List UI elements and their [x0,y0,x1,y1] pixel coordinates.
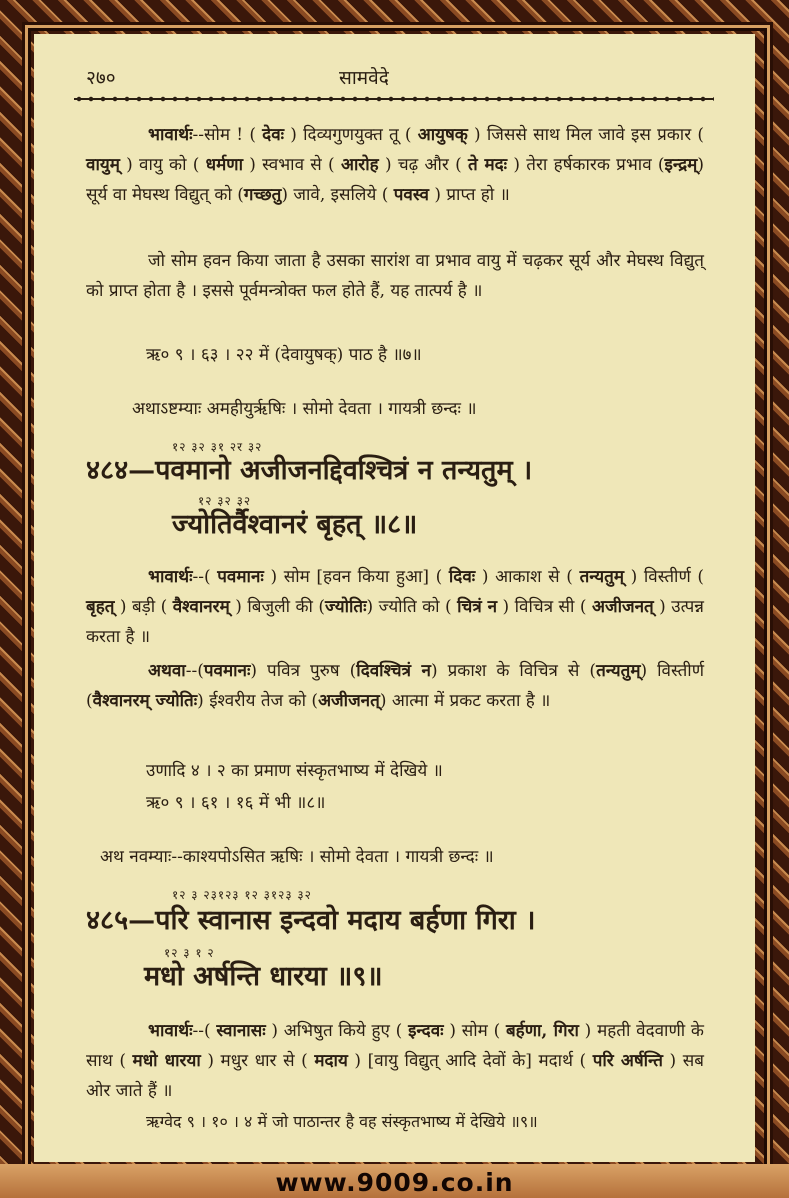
paragraph-explanation-1: जो सोम हवन किया जाता है उसका सारांश वा प्रभाव वायु में चढ़कर सूर्य और मेघस्थ विद्युत् को प्राप्त होता है । इससे पूर्वमन्त्रोक्त फल होते हैं, यह तात्पर्य है ॥ [86,251,704,301]
svara-marks-485-a: १२ ३ २३१२३ १२ ३१२३ ३२ [172,888,312,902]
mantra-484-line-1: ४८४—पवमानो अजीजनद्दिवश्चित्रं न तन्यतुम् । [86,455,533,486]
svara-marks-484-a: १२ ३२ ३१ २र ३२ [172,440,263,454]
mantra-485-line-1: ४८५—परि स्वानास इन्दवो मदाय बर्हणा गिरा । [86,905,536,936]
mantra-485-line-2: मधो अर्षन्ति धारया ॥९॥ [144,961,383,992]
paragraph-bhavarth-1: भावार्थः--सोम ! ( देवः ) दिव्यगुणयुक्त तू ( आयुषक् ) जिससे साथ मिल जावे इस प्रकार ( वायुम् ) वायु को ( धर्मणा ) स्वभाव से ( आरोह ) चढ़ और ( ते मदः ) तेरा हर्षकारक प्रभाव (इन्द्रम्) सूर्य वा मेघस्थ विद्युत् को (गच्छतु) जावे, इसलिये ( पवस्व ) प्राप्त हो ॥ [86,125,704,205]
reference-line-1: ऋ० ९ । ६३ । २२ में (देवायुषक्) पाठ है ॥७॥ [146,345,422,365]
reference-line-4: ऋग्वेद ९ । १० । ४ में जो पाठान्तर है वह संस्कृतभाष्य में देखिये ॥९॥ [146,1112,538,1131]
paragraph-athava: अथवा--(पवमानः) पवित्र पुरुष (दिवश्चित्रं न) प्रकाश के विचित्र से (तन्यतुम्) विस्तीर्ण (वैश्वानरम् ज्योतिः) ईश्वरीय तेज को (अजीजनत्) आत्मा में प्रकट करता है ॥ [86,661,704,711]
paragraph-bhavarth-3: भावार्थः--( स्वानासः ) अभिषुत किये हुए ( इन्दवः ) सोम ( बर्हणा, गिरा ) महती वेदवाणी के साथ ( मधो धारया ) मधुर धार से ( मदाय ) [वायु विद्युत् आदि देवों के] मदार्थ ( परि अर्षन्ति ) सब ओर जाते हैं ॥ [86,1021,704,1101]
header-ornament [74,94,714,104]
page-title: सामवेदे [339,67,389,89]
reference-line-2: उणादि ४ । २ का प्रमाण संस्कृतभाष्य में देखिये ॥ [146,761,443,781]
mantra-484-line-2: ज्योतिर्वैश्वानरं बृहत् ॥८॥ [172,509,418,540]
paragraph-bhavarth-2: भावार्थः--( पवमानः ) सोम [हवन किया हुआ] ( दिवः ) आकाश से ( तन्यतुम् ) विस्तीर्ण ( बृहत् ) बड़ी ( वैश्वानरम् ) बिजुली की (ज्योतिः) ज्योति को ( चित्रं न ) विचित्र सी ( अजीजनत् ) उत्पन्न करता है ॥ [86,567,705,647]
mantra-9-intro: अथ नवम्याः--काश्यपोऽसित ऋषिः । सोमो देवता । गायत्री छन्दः ॥ [100,847,494,867]
page-number: २७० [86,67,116,89]
footer-url: www.9009.co.in [275,1168,514,1197]
reference-line-3: ऋ० ९ । ६१ । १६ में भी ॥८॥ [146,793,326,813]
mantra-8-intro: अथाऽष्टम्याः अमहीयुर्ऋषिः । सोमो देवता । गायत्री छन्दः ॥ [132,399,477,419]
page [34,34,755,1162]
svara-marks-485-b: १२ ३ १ २ [164,946,215,960]
svara-marks-484-b: १२ ३२ ३२ [198,494,252,508]
